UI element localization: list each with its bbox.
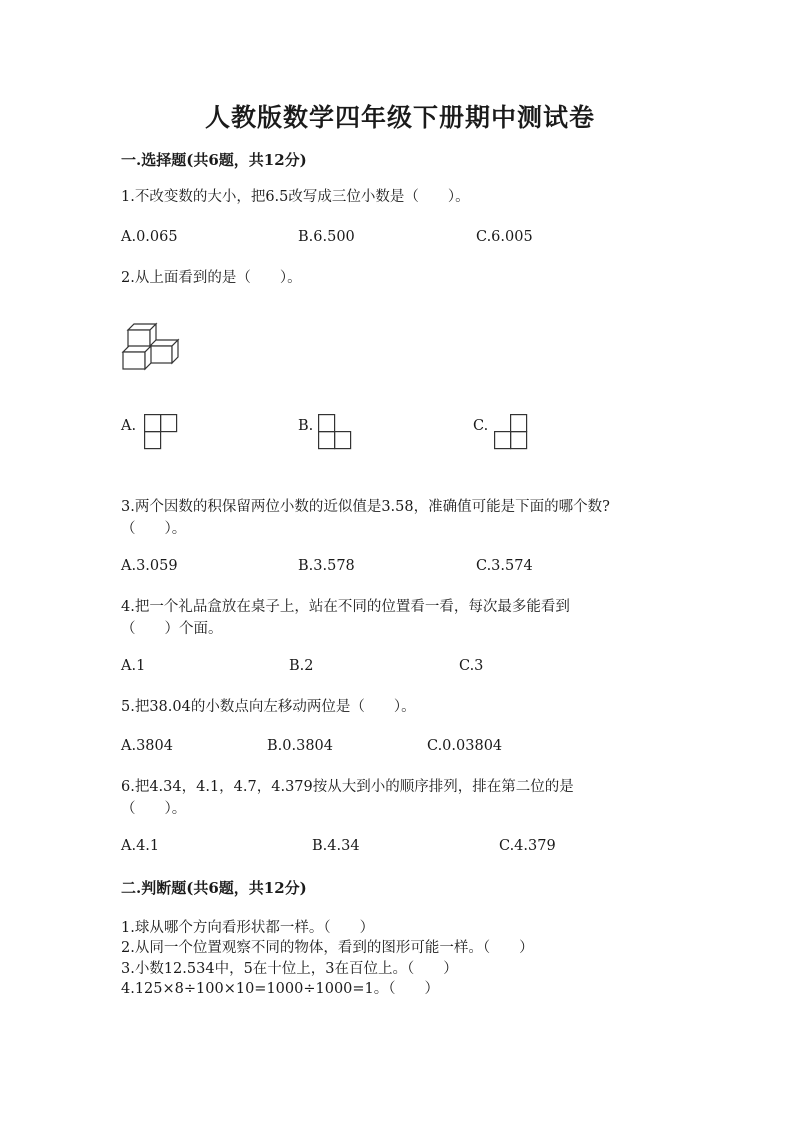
page-title: 人教版数学四年级下册期中测试卷 <box>204 103 595 132</box>
q3-option-a: A.3.059 <box>121 558 178 574</box>
section-1-heading: 一.选择题(共6题，共12分) <box>121 151 307 169</box>
cube-stack-figure <box>120 322 182 370</box>
question-3-line-1: 3.两个因数的积保留两位小数的近似值是3.58，准确值可能是下面的哪个数? <box>121 499 610 515</box>
question-2: 2.从上面看到的是（ ）。 <box>121 270 302 286</box>
judge-item: 3.小数12.534中，5在十位上，3在百位上。（ ） <box>121 961 458 977</box>
q1-option-a: A.0.065 <box>121 229 178 245</box>
question-4-line-2: （ ）个面。 <box>121 621 223 637</box>
judge-item: 2.从同一个位置观察不同的物体，看到的图形可能一样。（ ） <box>121 940 534 956</box>
q4-option-a: A.1 <box>121 658 146 674</box>
q6-option-c: C.4.379 <box>499 838 556 854</box>
section-2-heading: 二.判断题(共6题，共12分) <box>121 879 307 897</box>
judge-item: 4.125×8÷100×10=1000÷1000=1。（ ） <box>121 981 440 997</box>
q2-option-a: A. <box>121 418 137 434</box>
q6-option-a: A.4.1 <box>121 838 160 854</box>
q2-option-b: B. <box>298 418 314 434</box>
q2-option-c: C. <box>473 418 489 434</box>
q3-option-c: C.3.574 <box>476 558 533 574</box>
q5-option-b: B.0.3804 <box>267 738 334 754</box>
q2-option-b-view <box>318 414 352 450</box>
q1-option-c: C.6.005 <box>476 229 533 245</box>
q2-option-c-view <box>494 414 528 450</box>
q3-option-b: B.3.578 <box>298 558 355 574</box>
q6-option-b: B.4.34 <box>312 838 360 854</box>
q5-option-c: C.0.03804 <box>427 738 503 754</box>
question-6-line-1: 6.把4.34，4.1，4.7，4.379按从大到小的顺序排列，排在第二位的是 <box>121 779 574 795</box>
q4-option-c: C.3 <box>459 658 484 674</box>
q1-option-b: B.6.500 <box>298 229 355 245</box>
question-1: 1.不改变数的大小，把6.5改写成三位小数是（ ）。 <box>121 189 470 205</box>
q5-option-a: A.3804 <box>121 738 173 754</box>
q2-option-a-view <box>144 414 178 450</box>
question-4-line-1: 4.把一个礼品盒放在桌子上，站在不同的位置看一看，每次最多能看到 <box>121 599 570 615</box>
question-6-line-2: （ ）。 <box>121 801 187 817</box>
judge-item: 1.球从哪个方向看形状都一样。（ ） <box>121 920 375 936</box>
q4-option-b: B.2 <box>289 658 314 674</box>
question-5: 5.把38.04的小数点向左移动两位是（ ）。 <box>121 699 416 715</box>
question-3-line-2: （ ）。 <box>121 521 187 537</box>
